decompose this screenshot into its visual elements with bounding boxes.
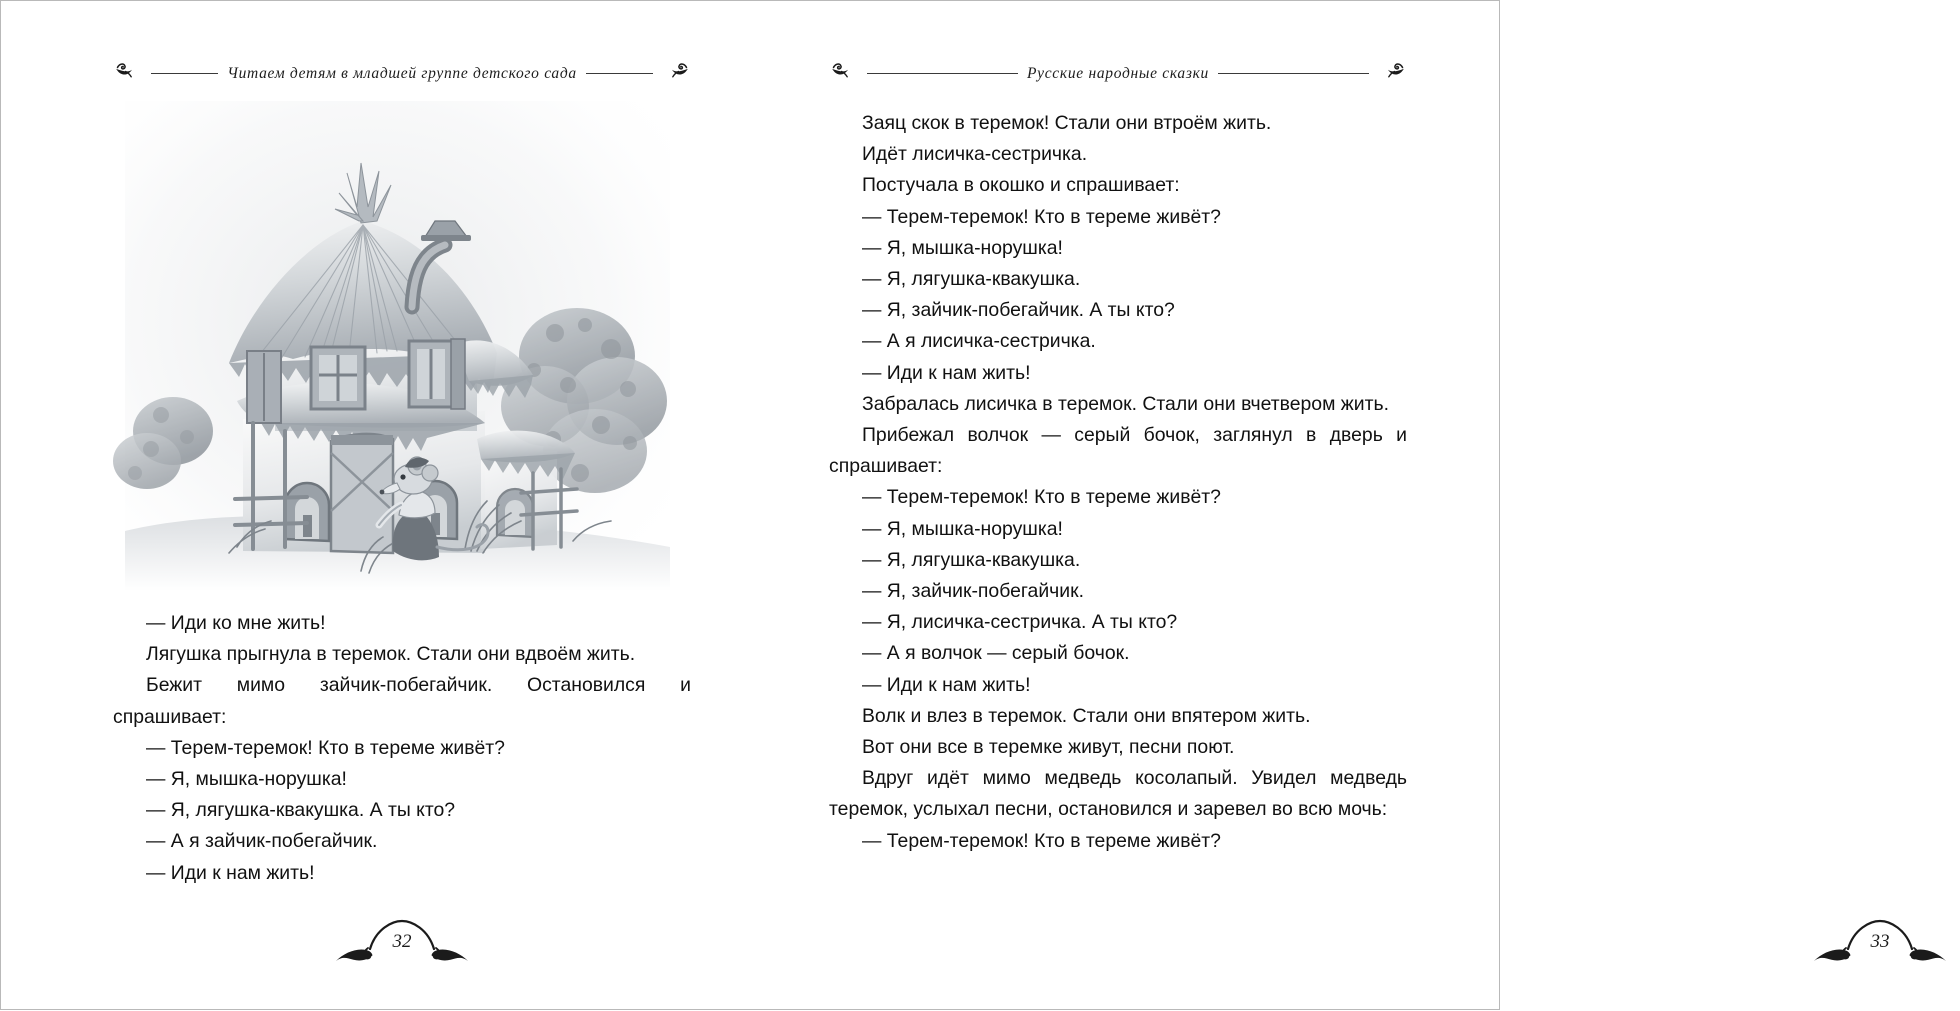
dialogue-line: — Иди к нам жить! xyxy=(146,861,315,884)
arched-window-1 xyxy=(285,483,329,541)
upper-window-left xyxy=(311,347,365,409)
dialogue-line: — Иди ко мне жить! xyxy=(146,612,326,634)
body-paragraph: Лягушка прыгнула в теремок. Стали они вдвоём жить. xyxy=(146,643,636,666)
upper-door xyxy=(247,351,281,423)
dialogue-line: — Я, мышка-норушка! xyxy=(862,236,1063,259)
running-head-title-left: Читаем детям в младшей группе детского сада xyxy=(227,65,577,82)
dialogue-line: — Я, зайчик-побегайчик. xyxy=(862,580,1084,603)
flourish-leaf-icon xyxy=(829,61,867,87)
right-page xyxy=(751,1,1890,1011)
flourish-leaf-icon xyxy=(653,61,691,87)
dialogue-line: — Иди к нам жить! xyxy=(862,361,1031,384)
folio-left xyxy=(322,915,482,973)
dialogue-line: — А я волчок — серый бочок. xyxy=(862,642,1130,665)
body-paragraph: Вдруг идёт мимо медведь косолапый. Увидел медведь теремок, услыхал песни, остановился и заревел во всю мочь: xyxy=(829,767,1407,821)
dialogue-line: — Иди к нам жить! xyxy=(862,673,1031,696)
dialogue-line: — Терем-теремок! Кто в тереме живёт? xyxy=(862,205,1221,228)
shutter xyxy=(451,339,465,409)
dialogue-line: — Я, зайчик-побегайчик. А ты кто? xyxy=(862,299,1175,322)
left-page xyxy=(1,1,751,1011)
folio-number-right: 33 xyxy=(1870,931,1890,952)
body-paragraph: Заяц скок в теремок! Стали они втроём жить. xyxy=(862,112,1272,134)
story-illustration xyxy=(125,101,670,591)
dialogue-line: — Я, лягушка-квакушка. А ты кто? xyxy=(146,799,456,822)
dialogue-line: — Я, мышка-норушка! xyxy=(146,768,347,791)
dialogue-line: — Терем-теремок! Кто в тереме живёт? xyxy=(146,736,505,759)
flourish-leaf-icon xyxy=(1369,61,1407,87)
dialogue-line: — А я зайчик-побегайчик. xyxy=(146,830,378,853)
body-paragraph: Прибежал волчок — серый бочок, заглянул в дверь и спрашивает: xyxy=(829,424,1407,478)
dialogue-line: — Терем-теремок! Кто в тереме живёт? xyxy=(862,829,1221,852)
body-paragraph: Бежит мимо зайчик-побегайчик. Остановился и спрашивает: xyxy=(113,674,691,728)
folio-number-left: 32 xyxy=(392,931,412,952)
running-head-title-right: Русские народные сказки xyxy=(1026,65,1210,82)
running-head-left xyxy=(113,59,691,89)
body-paragraph: Постучала в окошко и спрашивает: xyxy=(862,174,1180,197)
running-head-rule-left xyxy=(151,73,218,74)
dialogue-line: — Я, лягушка-квакушка. xyxy=(862,268,1081,291)
dialogue-line: — Я, мышка-норушка! xyxy=(862,517,1063,540)
dialogue-line: — А я лисичка-сестричка. xyxy=(862,330,1096,353)
right-page-text-column xyxy=(829,108,1407,857)
body-paragraph: Вот они все в теремке живут, песни поют. xyxy=(862,736,1235,759)
dialogue-line: — Я, лягушка-квакушка. xyxy=(862,548,1081,571)
folio-right xyxy=(1800,915,1960,973)
dialogue-line: — Я, лисичка-сестричка. А ты кто? xyxy=(862,611,1178,634)
body-paragraph: Волк и влез в теремок. Стали они впятером жить. xyxy=(862,704,1311,727)
running-head-rule-left-2 xyxy=(586,73,653,74)
body-paragraph: Забралась лисичка в теремок. Стали они вчетвером жить. xyxy=(862,392,1389,415)
upper-window-right xyxy=(409,339,465,409)
flourish-leaf-icon xyxy=(113,61,151,87)
running-head-rule-right-2 xyxy=(1218,73,1369,74)
left-page-text-column xyxy=(113,608,691,889)
body-paragraph: Идёт лисичка-сестричка. xyxy=(862,143,1088,166)
running-head-rule-right xyxy=(867,73,1018,74)
running-head-right xyxy=(829,59,1407,89)
dialogue-line: — Терем-теремок! Кто в тереме живёт? xyxy=(862,486,1221,509)
